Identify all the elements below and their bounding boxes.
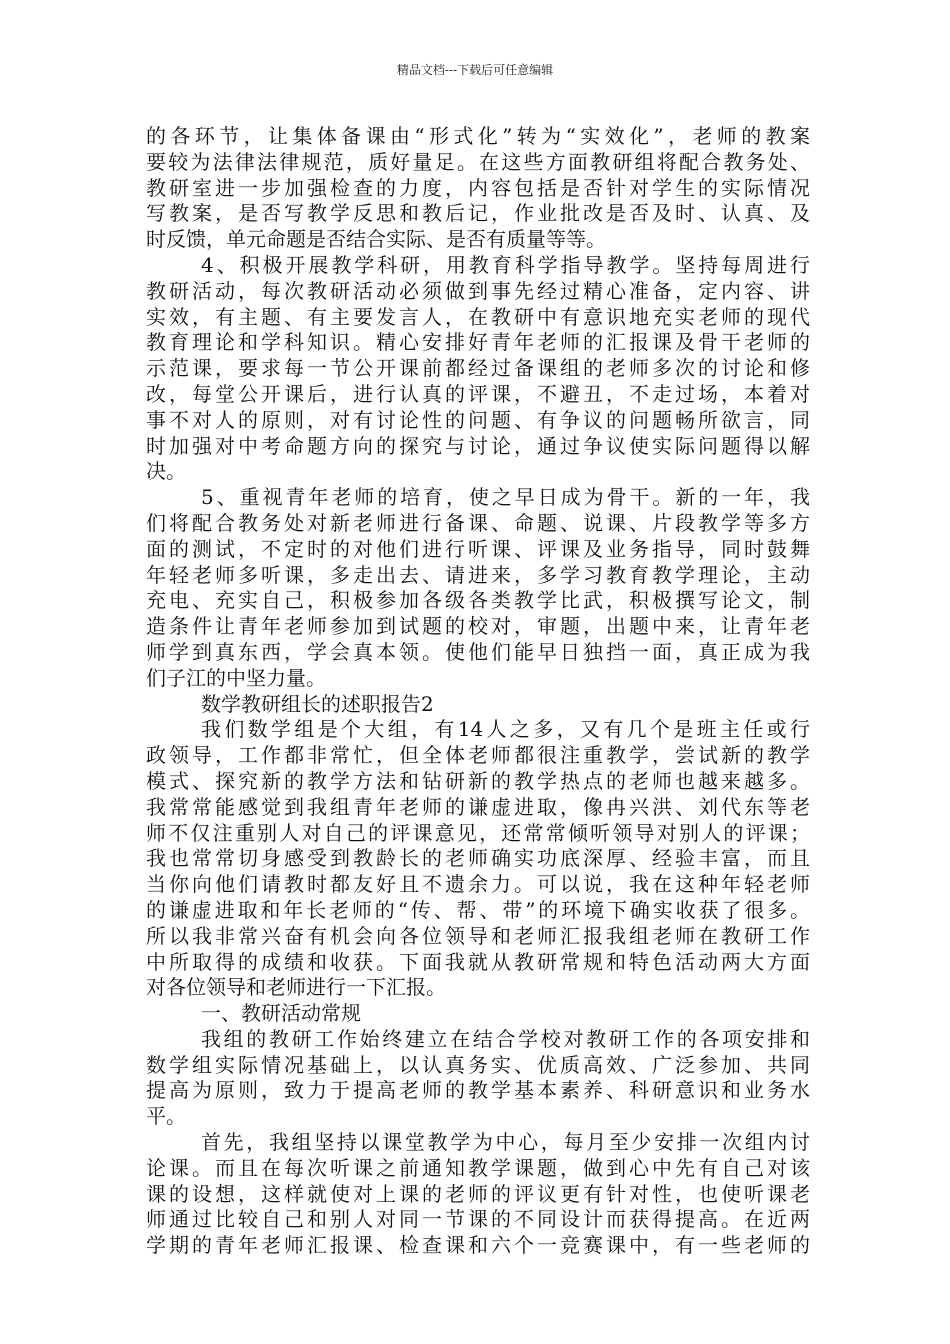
text-line: 改，每堂公开课后，进行认真的评课，不避丑，不走过场，本着对 [146, 381, 810, 406]
text-line: 事不对人的原则，对有讨论性的问题、有争议的问题畅所欲言，同 [146, 407, 810, 432]
text-line: 教研室进一步加强检查的力度，内容包括是否针对学生的实际情况 [146, 175, 810, 200]
text-line: 师不仅注重别人对自己的评课意见，还常常倾听领导对别人的评课； [146, 820, 810, 845]
text-line: 4、积极开展教学科研，用教育科学指导教学。坚持每周进行 [201, 252, 810, 277]
text-line: 的各环节，让集体备课由“形式化”转为“实效化”，老师的教案 [146, 124, 810, 148]
text-line: 一、教研活动常规 [201, 1001, 361, 1026]
text-line: 5、重视青年老师的培育，使之早日成为骨干。新的一年，我 [201, 485, 810, 510]
text-line: 平。 [146, 1104, 186, 1129]
text-line: 数学组实际情况基础上，以认真务实、优质高效、广泛参加、共同 [146, 1052, 810, 1077]
text-line: 所以我非常兴奋有机会向各位领导和老师汇报我组老师在教研工作 [146, 923, 810, 948]
text-line: 充电、充实自己，积极参加各级各类教学比武，积极撰写论文，制 [146, 588, 810, 613]
text-line: 课的设想，这样就使对上课的老师的评议更有针对性，也使听课老 [146, 1181, 810, 1206]
text-line: 我也常常切身感受到教龄长的老师确实功底深厚、经验丰富，而且 [146, 846, 810, 871]
text-line: 面的测试，不定时的对他们进行听课、评课及业务指导，同时鼓舞 [146, 536, 810, 561]
text-line: 模式、探究新的教学方法和钻研新的教学热点的老师也越来越多。 [146, 768, 810, 793]
text-line: 示范课，要求每一节公开课前都经过备课组的老师多次的讨论和修 [146, 356, 810, 381]
text-line: 造条件让青年老师参加到试题的校对，审题，出题中来，让青年老 [146, 614, 810, 639]
text-line: 中所取得的成绩和收获。下面我就从教研常规和特色活动两大方面 [146, 949, 810, 974]
text-line: 我常常能感觉到我组青年老师的谦虚进取，像冉兴洪、刘代东等老 [146, 794, 810, 819]
page-header: 精品文档---下载后可任意编辑 [396, 63, 554, 77]
text-line: 的谦虚进取和年长老师的“传、帮、带”的环境下确实收获了很多。 [146, 897, 810, 922]
text-line: 当你向他们请教时都友好且不遗余力。可以说，我在这种年轻老师 [146, 872, 810, 897]
text-line: 师学到真东西，学会真本领。使他们能早日独挡一面，真正成为我 [146, 639, 810, 664]
document-body [146, 124, 810, 1259]
text-line: 师通过比较自己和别人对同一节课的不同设计而获得提高。在近两 [146, 1207, 810, 1232]
text-line: 决。 [146, 459, 186, 484]
text-line: 我组的教研工作始终建立在结合学校对教研工作的各项安排和 [201, 1026, 810, 1051]
text-line: 提高为原则，致力于提高老师的教学基本素养、科研意识和业务水 [146, 1078, 810, 1103]
text-line: 要较为法律法律规范，质好量足。在这些方面教研组将配合教务处、 [146, 149, 810, 174]
text-line: 年轻老师多听课，多走出去、请进来，多学习教育教学理论，主动 [146, 562, 810, 587]
text-line: 论课。而且在每次听课之前通知教学课题，做到心中先有自己对该 [146, 1155, 810, 1180]
text-line: 实效，有主题、有主要发言人，在教研中有意识地充实老师的现代 [146, 304, 810, 329]
text-line: 学期的青年老师汇报课、检查课和六个一竞赛课中，有一些老师的 [146, 1233, 810, 1258]
text-line: 数学教研组长的述职报告2 [201, 691, 434, 716]
text-line: 写教案，是否写教学反思和教后记，作业批改是否及时、认真、及 [146, 201, 810, 226]
text-line: 首先，我组坚持以课堂教学为中心，每月至少安排一次组内讨 [201, 1130, 810, 1155]
text-line: 时加强对中考命题方向的探究与讨论，通过争议使实际问题得以解 [146, 433, 810, 458]
text-line: 我们数学组是个大组，有14人之多，又有几个是班主任或行 [201, 717, 810, 742]
text-line: 们子江的中坚力量。 [146, 665, 326, 690]
text-line: 政领导，工作都非常忙，但全体老师都很注重教学，尝试新的教学 [146, 743, 810, 768]
text-line: 们将配合教务处对新老师进行备课、命题、说课、片段教学等多方 [146, 510, 810, 535]
text-line: 时反馈，单元命题是否结合实际、是否有质量等等。 [146, 227, 606, 252]
text-line: 教研活动，每次教研活动必须做到事先经过精心准备，定内容、讲 [146, 278, 810, 303]
text-line: 对各位领导和老师进行一下汇报。 [146, 975, 446, 1000]
text-line: 教育理论和学科知识。精心安排好青年老师的汇报课及骨干老师的 [146, 330, 810, 355]
